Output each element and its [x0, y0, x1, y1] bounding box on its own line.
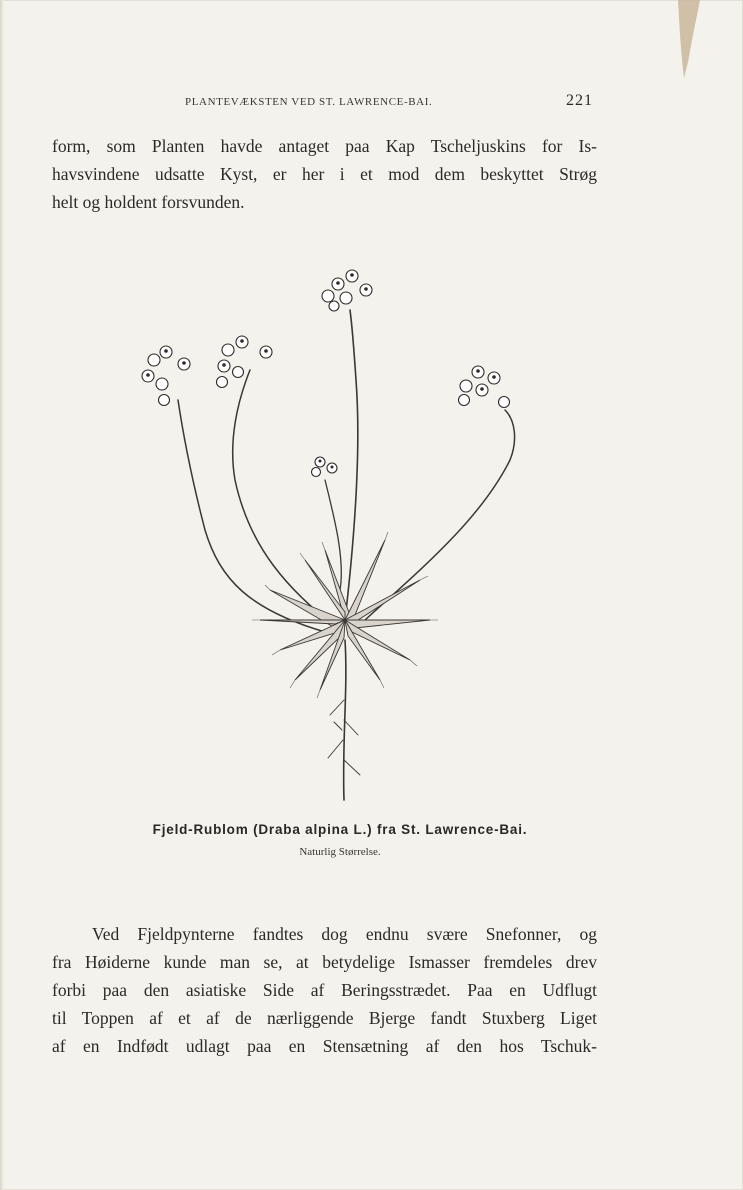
paragraph-bottom: [52, 920, 597, 1060]
text-line: af en Indfødt udlagt paa en Stensætning af den hos Tschuk-: [52, 1036, 597, 1056]
paper-tear-mark: [672, 0, 702, 80]
figure-subcaption: Naturlig Størrelse.: [299, 846, 381, 858]
text-line: form, som Planten havde antaget paa Kap Tscheljuskins for Is-: [52, 136, 597, 156]
text-line: forbi paa den asiatiske Side af Beringsstrædet. Paa en Udflugt: [52, 980, 597, 1000]
plant-illustration: [120, 260, 540, 805]
text-line: fra Høiderne kunde man se, at betydelige Ismasser fremdeles drev: [52, 952, 597, 972]
text-line: Ved Fjeldpynterne fandtes dog endnu svære Snefonner, og: [92, 924, 597, 944]
text-line: til Toppen af et af de nærliggende Bjerge fandt Stuxberg Liget: [52, 1008, 597, 1028]
text-line: helt og holdent forsvunden.: [52, 192, 245, 212]
text-line: havsvindene udsatte Kyst, er her i et mod dem beskyttet Strøg: [52, 164, 597, 184]
figure-caption: Fjeld-Rublom (Draba alpina L.) fra St. Lawrence-Bai.: [152, 822, 528, 837]
paragraph-top: [52, 132, 597, 216]
page-number: 221: [566, 92, 593, 109]
running-head: PLANTEVÆKSTEN VED ST. LAWRENCE-BAI.: [185, 96, 433, 108]
page-edge-shadow: [0, 0, 4, 1190]
